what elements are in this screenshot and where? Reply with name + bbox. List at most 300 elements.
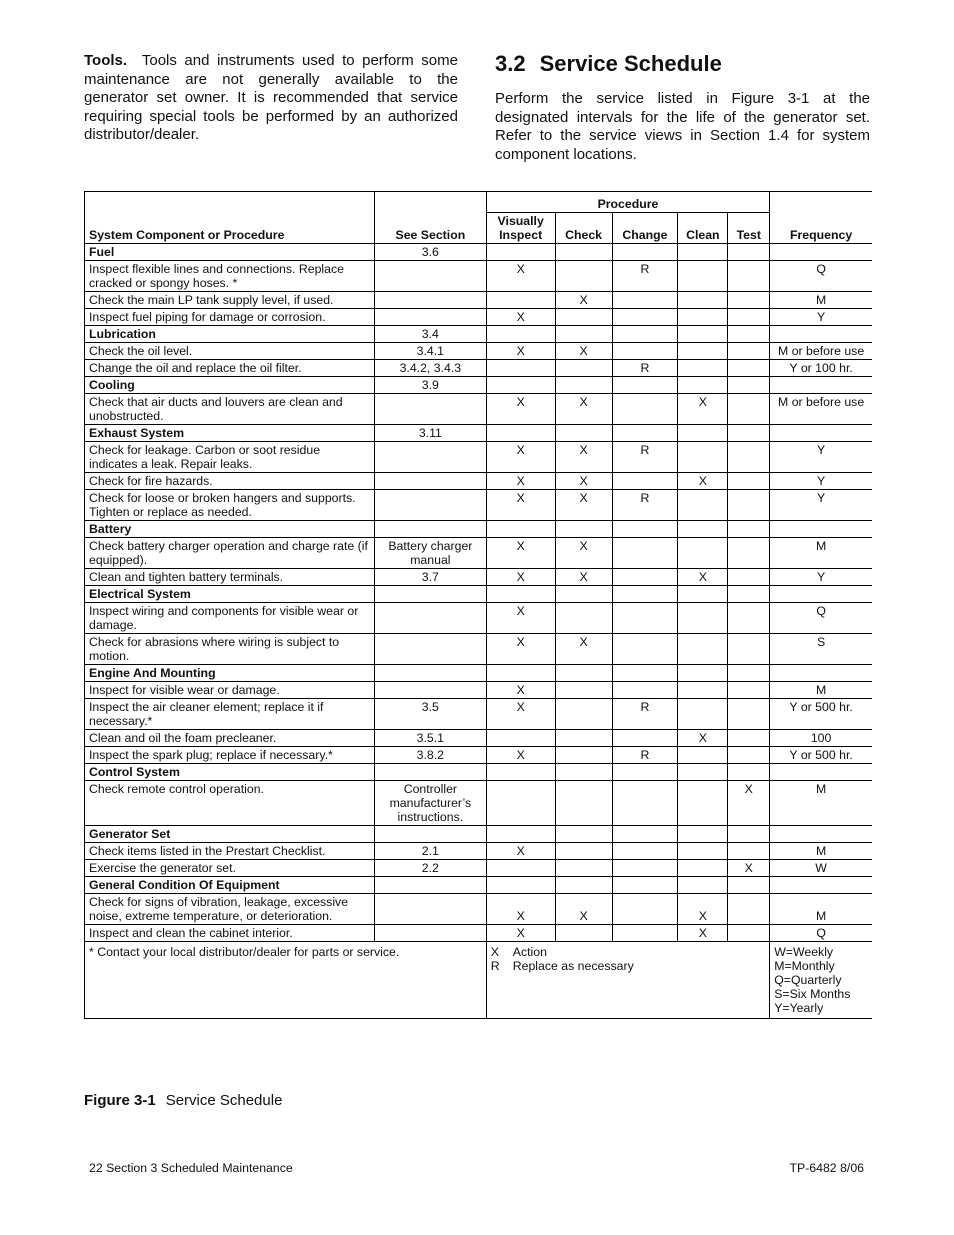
clean-cell [678,425,728,442]
group-label: Generator Set [85,826,375,843]
change-cell [612,244,678,261]
check-cell [555,425,612,442]
clean-cell [678,377,728,394]
test-cell: X [728,860,770,877]
check-cell: X [555,473,612,490]
change-cell [612,521,678,538]
task-label: Change the oil and replace the oil filter. [85,360,375,377]
visually-inspect-cell: X [486,569,555,586]
test-cell [728,634,770,665]
see-section-cell [374,925,486,942]
see-section-cell [374,442,486,473]
task-row [85,747,873,764]
clean-cell [678,292,728,309]
change-cell [612,894,678,925]
frequency-cell: M [770,292,872,309]
group-row [85,244,873,261]
frequency-cell: S [770,634,872,665]
change-cell [612,326,678,343]
task-label: Check the main LP tank supply level, if used. [85,292,375,309]
change-cell: R [612,747,678,764]
legend-text: Action [512,945,547,959]
test-cell [728,394,770,425]
clean-cell [678,781,728,826]
task-label: Inspect for visible wear or damage. [85,682,375,699]
visually-inspect-cell: X [486,538,555,569]
task-label: Clean and tighten battery terminals. [85,569,375,586]
freq-legend-item: M=Monthly [774,959,835,973]
frequency-cell: Q [770,925,872,942]
check-cell: X [555,538,612,569]
task-row [85,490,873,521]
section-body: Perform the service listed in Figure 3-1 at the designated intervals for the life of the generator set. Refer to the service views in Section 1.4 for system component locations. [495,90,870,163]
see-section-cell: 3.4 [374,326,486,343]
visually-inspect-cell: X [486,925,555,942]
task-label: Inspect the air cleaner element; replace it if necessary.* [85,699,375,730]
test-cell [728,826,770,843]
change-cell [612,860,678,877]
task-label: Check that air ducts and louvers are clean and unobstructed. [85,394,375,425]
change-cell [612,764,678,781]
check-cell: X [555,634,612,665]
visually-inspect-cell: X [486,682,555,699]
change-cell: R [612,360,678,377]
test-cell [728,473,770,490]
check-cell [555,860,612,877]
clean-cell [678,603,728,634]
test-cell [728,343,770,360]
frequency-cell [770,244,872,261]
see-section-cell [374,665,486,682]
frequency-cell: Y [770,569,872,586]
visually-inspect-cell: X [486,843,555,860]
check-cell [555,764,612,781]
check-cell: X [555,894,612,925]
see-section-cell [374,586,486,603]
task-row [85,699,873,730]
change-cell [612,925,678,942]
tools-paragraph [84,52,458,145]
test-cell [728,425,770,442]
see-section-cell [374,473,486,490]
legend-key: R [490,959,500,973]
change-cell [612,394,678,425]
frequency-cell: Y or 500 hr. [770,699,872,730]
frequency-cell: 100 [770,730,872,747]
clean-cell [678,490,728,521]
frequency-cell: Y [770,442,872,473]
check-cell [555,665,612,682]
task-label: Inspect wiring and components for visible wear or damage. [85,603,375,634]
frequency-cell: Q [770,603,872,634]
frequency-legend [770,942,872,1019]
change-cell [612,877,678,894]
clean-cell [678,764,728,781]
task-row [85,682,873,699]
see-section-cell [374,394,486,425]
visually-inspect-cell: X [486,261,555,292]
header-visually-inspect: Visually Inspect [486,213,555,244]
visually-inspect-cell: X [486,699,555,730]
header-procedure: Procedure [486,192,769,213]
test-cell [728,603,770,634]
task-label: Exercise the generator set. [85,860,375,877]
frequency-cell: Y [770,309,872,326]
group-label: General Condition Of Equipment [85,877,375,894]
legend-text: Replace as necessary [512,959,634,973]
change-cell [612,309,678,326]
clean-cell: X [678,394,728,425]
check-cell [555,682,612,699]
change-cell [612,473,678,490]
frequency-cell [770,326,872,343]
figure-title: Service Schedule [165,1092,283,1109]
visually-inspect-cell: X [486,343,555,360]
test-cell [728,292,770,309]
visually-inspect-cell: X [486,309,555,326]
task-label: Check for leakage. Carbon or soot residue indicates a leak. Repair leaks. [85,442,375,473]
check-cell [555,261,612,292]
test-cell [728,377,770,394]
see-section-cell: Battery charger manual [374,538,486,569]
clean-cell [678,343,728,360]
frequency-cell: Y [770,490,872,521]
see-section-cell: 3.11 [374,425,486,442]
clean-cell [678,586,728,603]
test-cell [728,569,770,586]
clean-cell [678,360,728,377]
visually-inspect-cell: X [486,747,555,764]
change-cell [612,586,678,603]
task-label: Check for fire hazards. [85,473,375,490]
task-row [85,634,873,665]
header-clean: Clean [678,213,728,244]
change-cell [612,781,678,826]
test-cell [728,490,770,521]
check-cell [555,699,612,730]
footer-right: TP-6482 8/06 [789,1161,864,1175]
clean-cell [678,244,728,261]
group-label: Lubrication [85,326,375,343]
see-section-cell [374,826,486,843]
frequency-cell [770,425,872,442]
visually-inspect-cell: X [486,473,555,490]
clean-cell [678,747,728,764]
group-label: Fuel [85,244,375,261]
see-section-cell [374,490,486,521]
clean-cell [678,634,728,665]
check-cell [555,586,612,603]
frequency-cell: Y or 100 hr. [770,360,872,377]
check-cell [555,326,612,343]
visually-inspect-cell [486,730,555,747]
test-cell [728,894,770,925]
schedule-rows [85,244,873,942]
check-cell [555,309,612,326]
see-section-cell: 2.1 [374,843,486,860]
see-section-cell [374,292,486,309]
group-label: Exhaust System [85,425,375,442]
see-section-cell [374,894,486,925]
visually-inspect-cell [486,244,555,261]
check-cell [555,377,612,394]
visually-inspect-cell: X [486,603,555,634]
group-row [85,521,873,538]
change-cell [612,292,678,309]
clean-cell [678,860,728,877]
change-cell [612,730,678,747]
frequency-cell: M [770,781,872,826]
check-cell: X [555,490,612,521]
change-cell [612,682,678,699]
visually-inspect-cell [486,377,555,394]
header-change: Change [612,213,678,244]
group-label: Control System [85,764,375,781]
clean-cell: X [678,925,728,942]
group-row [85,425,873,442]
see-section-cell: 3.8.2 [374,747,486,764]
task-row [85,292,873,309]
frequency-cell: M [770,894,872,925]
visually-inspect-cell: X [486,490,555,521]
legend-item-action [491,945,765,959]
task-row [85,442,873,473]
see-section-cell: 3.7 [374,569,486,586]
task-row [85,343,873,360]
see-section-cell [374,764,486,781]
see-section-cell: 3.5 [374,699,486,730]
task-label: Check items listed in the Prestart Checklist. [85,843,375,860]
group-row [85,326,873,343]
test-cell [728,665,770,682]
change-cell: R [612,490,678,521]
check-cell [555,747,612,764]
frequency-cell: Y [770,473,872,490]
clean-cell [678,261,728,292]
test-cell [728,682,770,699]
visually-inspect-cell [486,360,555,377]
task-row [85,603,873,634]
change-cell [612,343,678,360]
see-section-cell [374,521,486,538]
test-cell [728,442,770,473]
section-title: Service Schedule [539,51,722,76]
frequency-cell: M [770,538,872,569]
clean-cell [678,442,728,473]
see-section-cell [374,261,486,292]
visually-inspect-cell [486,586,555,603]
frequency-cell [770,586,872,603]
section-number: 3.2 [495,51,526,76]
test-cell [728,309,770,326]
test-cell [728,764,770,781]
change-cell [612,634,678,665]
group-row [85,764,873,781]
see-section-cell: 3.6 [374,244,486,261]
task-row [85,309,873,326]
clean-cell [678,309,728,326]
freq-legend-item: S=Six Months [774,987,851,1001]
see-section-cell: 3.9 [374,377,486,394]
clean-cell [678,699,728,730]
clean-cell [678,538,728,569]
check-cell: X [555,394,612,425]
service-schedule-section [495,50,870,164]
change-cell [612,843,678,860]
clean-cell: X [678,569,728,586]
test-cell [728,538,770,569]
header-component: System Component or Procedure [85,192,375,244]
clean-cell [678,326,728,343]
check-cell [555,244,612,261]
task-row [85,261,873,292]
task-row [85,360,873,377]
change-cell [612,665,678,682]
task-row [85,860,873,877]
frequency-cell [770,877,872,894]
frequency-cell [770,521,872,538]
clean-cell [678,665,728,682]
clean-cell: X [678,730,728,747]
section-heading [495,50,870,78]
header-frequency: Frequency [770,192,872,244]
visually-inspect-cell [486,877,555,894]
frequency-cell: M [770,682,872,699]
freq-legend-item: W=Weekly [774,945,834,959]
task-row [85,569,873,586]
test-cell [728,925,770,942]
visually-inspect-cell [486,826,555,843]
test-cell [728,586,770,603]
frequency-cell: M or before use [770,343,872,360]
change-cell: R [612,442,678,473]
check-cell: X [555,292,612,309]
change-cell [612,826,678,843]
visually-inspect-cell: X [486,894,555,925]
visually-inspect-cell [486,665,555,682]
test-cell: X [728,781,770,826]
group-row [85,826,873,843]
header-check: Check [555,213,612,244]
footer-left: 22 Section 3 Scheduled Maintenance [89,1161,293,1175]
visually-inspect-cell [486,326,555,343]
test-cell [728,261,770,292]
change-cell [612,377,678,394]
clean-cell: X [678,473,728,490]
visually-inspect-cell [486,425,555,442]
task-row [85,473,873,490]
see-section-cell: 3.5.1 [374,730,486,747]
frequency-cell: M [770,843,872,860]
check-cell: X [555,569,612,586]
see-section-cell: 2.2 [374,860,486,877]
test-cell [728,521,770,538]
task-label: Clean and oil the foam precleaner. [85,730,375,747]
clean-cell [678,521,728,538]
frequency-cell [770,377,872,394]
frequency-cell: M or before use [770,394,872,425]
test-cell [728,843,770,860]
test-cell [728,326,770,343]
check-cell: X [555,442,612,473]
task-label: Check the oil level. [85,343,375,360]
clean-cell [678,826,728,843]
legend-item-replace [491,959,765,973]
see-section-cell: 3.4.2, 3.4.3 [374,360,486,377]
check-cell: X [555,343,612,360]
clean-cell [678,877,728,894]
test-cell [728,747,770,764]
task-label: Check for loose or broken hangers and supports. Tighten or replace as needed. [85,490,375,521]
task-label: Check for signs of vibration, leakage, excessive noise, extreme temperature, or deterioration. [85,894,375,925]
clean-cell: X [678,894,728,925]
task-row [85,894,873,925]
visually-inspect-cell [486,521,555,538]
see-section-cell [374,634,486,665]
legend-key: X [490,945,499,959]
frequency-cell [770,665,872,682]
frequency-cell: W [770,860,872,877]
check-cell [555,730,612,747]
task-label: Check battery charger operation and charge rate (if equipped). [85,538,375,569]
see-section-cell: 3.4.1 [374,343,486,360]
service-schedule-table [84,191,872,1019]
freq-legend-item: Q=Quarterly [774,973,842,987]
task-label: Inspect and clean the cabinet interior. [85,925,375,942]
visually-inspect-cell [486,860,555,877]
task-row [85,730,873,747]
frequency-cell: Q [770,261,872,292]
see-section-cell: Controller manufacturer’s instructions. [374,781,486,826]
tools-label: Tools. [84,52,128,69]
check-cell [555,826,612,843]
figure-label: Figure 3-1 [84,1092,156,1109]
footnote: * Contact your local distributor/dealer for parts or service. [85,942,487,1019]
visually-inspect-cell [486,781,555,826]
header-see-section: See Section [374,192,486,244]
test-cell [728,730,770,747]
freq-legend-item: Y=Yearly [774,1001,824,1015]
task-row [85,781,873,826]
change-cell [612,538,678,569]
visually-inspect-cell: X [486,442,555,473]
group-label: Cooling [85,377,375,394]
check-cell [555,877,612,894]
tools-text: Tools and instruments used to perform some maintenance are not generally available to the generator set owner. It is recommended that service requiring special tools be performed by an authorized distributor/dealer. [84,52,458,143]
task-row [85,394,873,425]
change-cell [612,425,678,442]
group-row [85,877,873,894]
check-cell [555,781,612,826]
task-label: Inspect fuel piping for damage or corrosion. [85,309,375,326]
change-cell [612,569,678,586]
see-section-cell [374,603,486,634]
see-section-cell [374,877,486,894]
group-row [85,665,873,682]
visually-inspect-cell [486,292,555,309]
frequency-cell [770,826,872,843]
group-label: Battery [85,521,375,538]
figure-caption [84,1092,282,1109]
visually-inspect-cell [486,764,555,781]
action-legend [486,942,769,1019]
task-row [85,843,873,860]
see-section-cell [374,309,486,326]
check-cell [555,603,612,634]
group-row [85,586,873,603]
test-cell [728,244,770,261]
test-cell [728,877,770,894]
